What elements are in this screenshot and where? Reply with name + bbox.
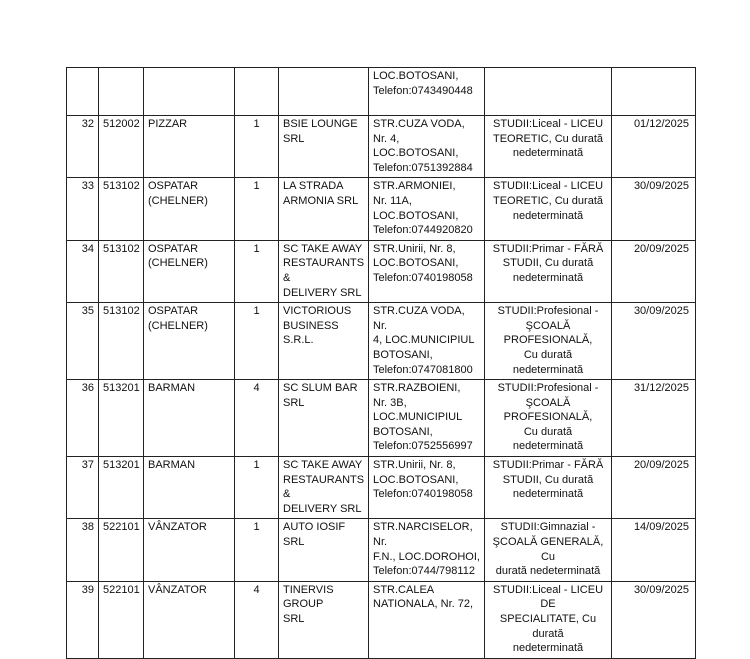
cell-nr: 34: [67, 240, 99, 302]
cell-occupation: BARMAN: [144, 380, 235, 457]
cell-cor-code: 522101: [99, 581, 144, 658]
table-row: [67, 178, 696, 240]
cell-employer: LA STRADA ARMONIA SRL: [279, 178, 369, 240]
cell-deadline: 20/09/2025: [612, 240, 696, 302]
cell-deadline: 01/12/2025: [612, 116, 696, 178]
cell-deadline: 14/09/2025: [612, 519, 696, 581]
cell-deadline: 30/09/2025: [612, 581, 696, 658]
cell-occupation: BARMAN: [144, 457, 235, 519]
cell-address: STR.Unirii, Nr. 8, LOC.BOTOSANI, Telefon:0740198058: [369, 240, 485, 302]
cell-positions: 4: [235, 380, 279, 457]
cell-employer: VICTORIOUS BUSINESS S.R.L.: [279, 303, 369, 380]
cell-employer: SC TAKE AWAY RESTAURANTS & DELIVERY SRL: [279, 240, 369, 302]
cell-cor-code: 513201: [99, 457, 144, 519]
cell-conditions: STUDII:Primar - FĂRĂ STUDII, Cu durată nedeterminată: [485, 240, 612, 302]
cell-nr: 35: [67, 303, 99, 380]
cell-deadline: 30/09/2025: [612, 178, 696, 240]
cell-positions: [235, 68, 279, 116]
cell-address: STR.CALEA NATIONALA, Nr. 72,: [369, 581, 485, 658]
cell-conditions: STUDII:Gimnazial - ŞCOALĂ GENERALĂ, Cu durată nedeterminată: [485, 519, 612, 581]
cell-nr: 33: [67, 178, 99, 240]
cell-conditions: STUDII:Liceal - LICEU DE SPECIALITATE, Cu durată nedeterminată: [485, 581, 612, 658]
cell-occupation: VÂNZATOR: [144, 581, 235, 658]
cell-address: STR.RAZBOIENI, Nr. 3B, LOC.MUNICIPIUL BOTOSANI, Telefon:0752556997: [369, 380, 485, 457]
table-row: [67, 240, 696, 302]
cell-address: STR.Unirii, Nr. 8, LOC.BOTOSANI, Telefon:0740198058: [369, 457, 485, 519]
cell-occupation: OSPATAR (CHELNER): [144, 303, 235, 380]
cell-positions: 1: [235, 116, 279, 178]
table-row: [67, 380, 696, 457]
cell-employer: AUTO IOSIF SRL: [279, 519, 369, 581]
cell-nr: [67, 68, 99, 116]
table-row: [67, 581, 696, 658]
cell-address: STR.ARMONIEI, Nr. 11A, LOC.BOTOSANI, Telefon:0744920820: [369, 178, 485, 240]
table-body: [67, 68, 696, 659]
cell-conditions: STUDII:Profesional - ŞCOALĂ PROFESIONALĂ, Cu durată nedeterminată: [485, 380, 612, 457]
cell-positions: 4: [235, 581, 279, 658]
cell-cor-code: [99, 68, 144, 116]
cell-address: STR.CUZA VODA, Nr. 4, LOC.BOTOSANI, Telefon:0751392884: [369, 116, 485, 178]
cell-deadline: [612, 68, 696, 116]
cell-deadline: 20/09/2025: [612, 457, 696, 519]
cell-positions: 1: [235, 240, 279, 302]
table-row: [67, 116, 696, 178]
cell-nr: 38: [67, 519, 99, 581]
cell-positions: 1: [235, 303, 279, 380]
job-vacancies-table: [66, 67, 696, 659]
cell-occupation: VÂNZATOR: [144, 519, 235, 581]
cell-employer: SC TAKE AWAY RESTAURANTS & DELIVERY SRL: [279, 457, 369, 519]
cell-nr: 32: [67, 116, 99, 178]
cell-cor-code: 513201: [99, 380, 144, 457]
cell-deadline: 31/12/2025: [612, 380, 696, 457]
cell-positions: 1: [235, 519, 279, 581]
cell-conditions: STUDII:Liceal - LICEU TEORETIC, Cu durată nedeterminată: [485, 116, 612, 178]
cell-conditions: STUDII:Liceal - LICEU TEORETIC, Cu durată nedeterminată: [485, 178, 612, 240]
table-row: [67, 68, 696, 116]
cell-cor-code: 522101: [99, 519, 144, 581]
cell-cor-code: 512002: [99, 116, 144, 178]
cell-cor-code: 513102: [99, 240, 144, 302]
table-row: [67, 457, 696, 519]
cell-employer: TINERVIS GROUP SRL: [279, 581, 369, 658]
cell-conditions: [485, 68, 612, 116]
cell-deadline: 30/09/2025: [612, 303, 696, 380]
cell-nr: 37: [67, 457, 99, 519]
cell-positions: 1: [235, 178, 279, 240]
cell-nr: 39: [67, 581, 99, 658]
cell-employer: SC SLUM BAR SRL: [279, 380, 369, 457]
cell-address: STR.NARCISELOR, Nr. F.N., LOC.DOROHOI, Telefon:0744/798112: [369, 519, 485, 581]
cell-positions: 1: [235, 457, 279, 519]
table-row: [67, 519, 696, 581]
cell-conditions: STUDII:Profesional - ŞCOALĂ PROFESIONALĂ, Cu durată nedeterminată: [485, 303, 612, 380]
cell-occupation: [144, 68, 235, 116]
cell-conditions: STUDII:Primar - FĂRĂ STUDII, Cu durată nedeterminată: [485, 457, 612, 519]
cell-employer: BSIE LOUNGE SRL: [279, 116, 369, 178]
cell-address: STR.CUZA VODA, Nr. 4, LOC.MUNICIPIUL BOTOSANI, Telefon:0747081800: [369, 303, 485, 380]
cell-nr: 36: [67, 380, 99, 457]
cell-cor-code: 513102: [99, 178, 144, 240]
cell-cor-code: 513102: [99, 303, 144, 380]
cell-occupation: PIZZAR: [144, 116, 235, 178]
cell-employer: [279, 68, 369, 116]
cell-occupation: OSPATAR (CHELNER): [144, 240, 235, 302]
table-row: [67, 303, 696, 380]
cell-occupation: OSPATAR (CHELNER): [144, 178, 235, 240]
cell-address: LOC.BOTOSANI, Telefon:0743490448: [369, 68, 485, 116]
